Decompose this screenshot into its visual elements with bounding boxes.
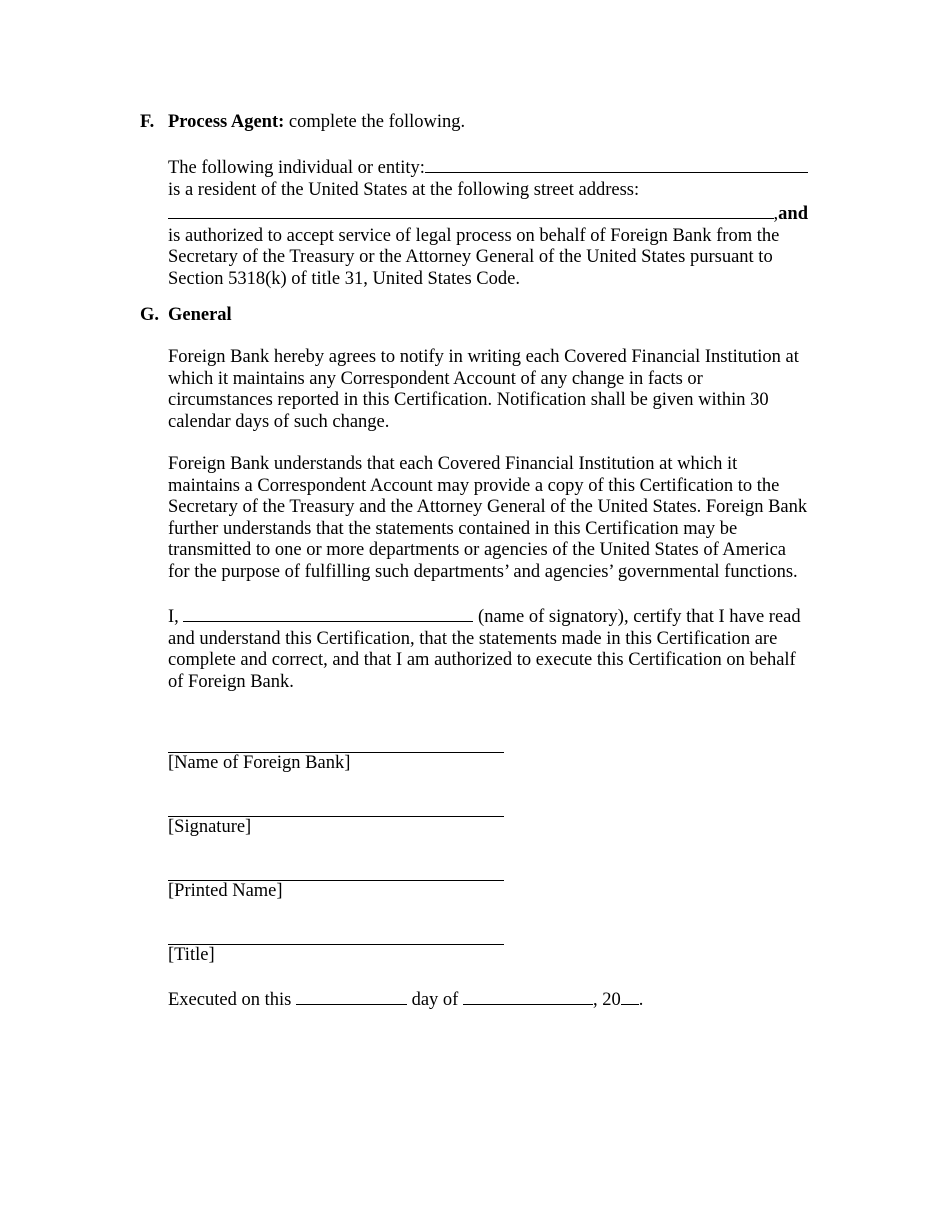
resident-line: is a resident of the United States at the following street address: bbox=[168, 179, 640, 200]
section-f-heading bbox=[168, 112, 808, 134]
bank-name-label: [Name of Foreign Bank] bbox=[168, 753, 351, 773]
printed-name-blank-field[interactable] bbox=[168, 860, 504, 881]
and-label: and bbox=[778, 204, 808, 224]
executed-prefix: Executed on this bbox=[168, 990, 296, 1010]
understanding-paragraph: Foreign Bank understands that each Covered Financial Institution at which it maintains a Correspondent Account may provide a copy of this Certification to the Secretary of the Treasury and the Attorney General of the United States. Foreign Bank further understands that the statements contained in this Certification may be transmitted to one or more departments or agencies of the United States of America for the purpose of fulfilling such departments’ and agencies’ governmental functions. bbox=[168, 454, 808, 582]
section-f-body bbox=[168, 155, 808, 290]
signatory-line bbox=[168, 604, 808, 629]
printed-name-label: [Printed Name] bbox=[168, 881, 283, 901]
executed-year-prefix: , 20 bbox=[592, 990, 621, 1010]
title-label: [Title] bbox=[168, 945, 215, 965]
section-g-paragraph-2 bbox=[168, 454, 808, 583]
executed-month-blank-field[interactable] bbox=[463, 987, 593, 1005]
signature-field bbox=[168, 796, 808, 839]
certify-paragraph: and understand this Certification, that the statements made in this Certification are complete and correct, and that I am authorized to execute this Certification on behalf of Foreign Bank. bbox=[168, 628, 796, 692]
notification-paragraph: Foreign Bank hereby agrees to notify in writing each Covered Financial Institution at which it maintains any Correspondent Account of any change in facts or circumstances reported in this Certification. Notification shall be given within 30 calendar days of such change. bbox=[168, 347, 799, 432]
title-field bbox=[168, 924, 808, 967]
section-g-paragraph-3 bbox=[168, 604, 808, 693]
entity-blank-field[interactable] bbox=[425, 155, 808, 173]
entity-line bbox=[168, 155, 808, 180]
section-f-paragraph: is authorized to accept service of legal process on behalf of Foreign Bank from the Secretary of the Treasury or the Attorney General of the United States pursuant to Section 5318(k) of title 31, United States Code. bbox=[168, 225, 780, 289]
executed-line bbox=[168, 987, 808, 1012]
section-g-title: General bbox=[168, 305, 232, 325]
signatory-blank-field[interactable] bbox=[183, 604, 473, 622]
executed-year-blank-field[interactable] bbox=[621, 987, 639, 1005]
street-address-blank-field[interactable] bbox=[168, 201, 774, 219]
signatory-prefix: I, bbox=[168, 607, 184, 627]
executed-end: . bbox=[638, 990, 644, 1010]
section-f-title: Process Agent: bbox=[168, 112, 285, 132]
section-f-title-rest: complete the following. bbox=[284, 112, 466, 132]
signature-label: [Signature] bbox=[168, 817, 252, 837]
executed-day-blank-field[interactable] bbox=[296, 987, 407, 1005]
entity-line-label: The following individual or entity: bbox=[168, 158, 425, 178]
signatory-suffix: (name of signatory), certify that I have read bbox=[473, 607, 801, 627]
bank-name-field bbox=[168, 732, 808, 775]
street-address-line: , and bbox=[168, 201, 808, 226]
section-g-letter: G. bbox=[140, 305, 160, 325]
section-f-letter: F. bbox=[140, 112, 155, 132]
printed-name-field bbox=[168, 860, 808, 903]
executed-day-of: day of bbox=[406, 990, 463, 1010]
signature-blank-field[interactable] bbox=[168, 796, 504, 817]
section-g-paragraph-1 bbox=[168, 347, 808, 433]
bank-name-blank-field[interactable] bbox=[168, 732, 504, 753]
title-blank-field[interactable] bbox=[168, 924, 504, 945]
